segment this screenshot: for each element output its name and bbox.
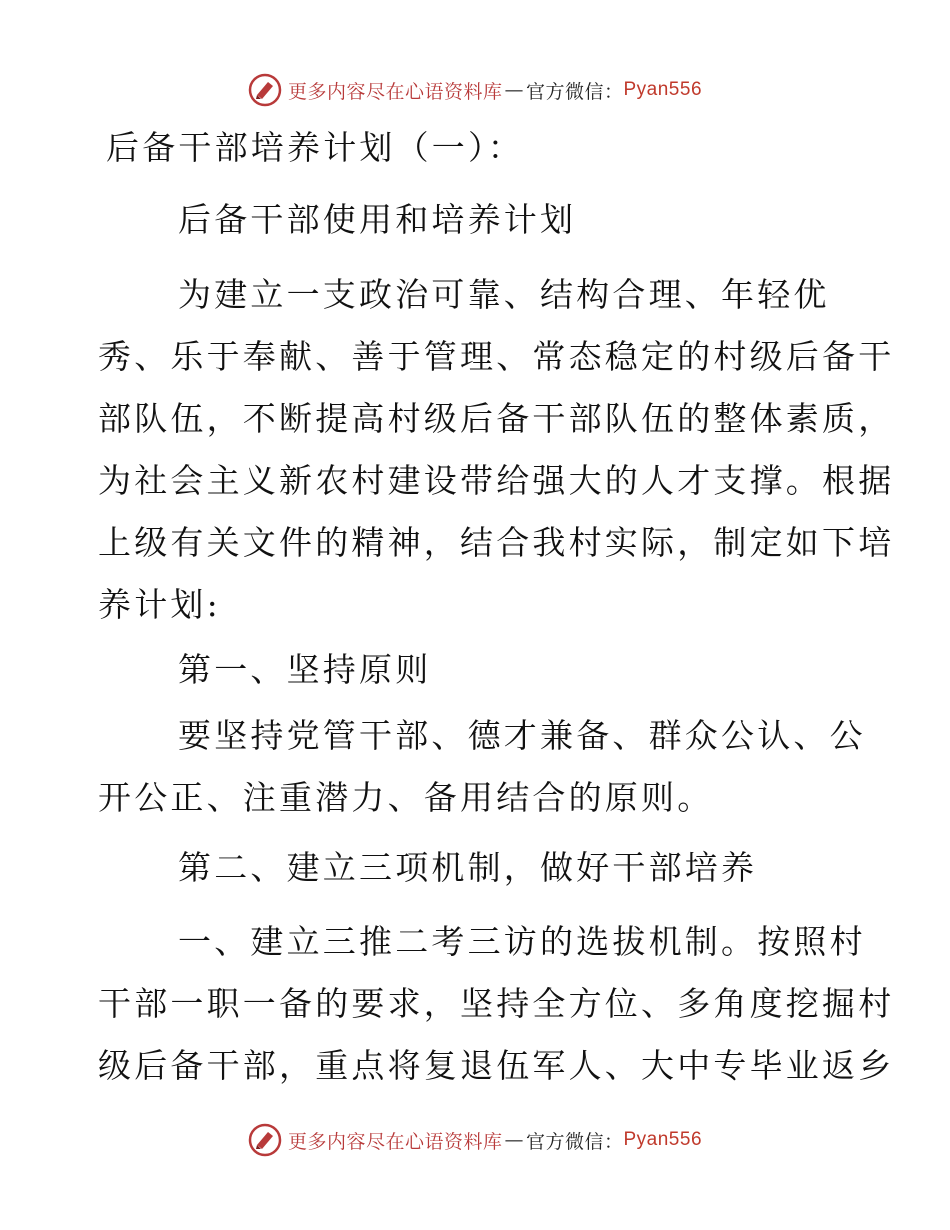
footer-watermark-banner	[0, 1120, 950, 1160]
document-subtitle: 后备干部使用和培养计划	[178, 200, 577, 239]
banner-separator: —	[504, 1129, 524, 1151]
paragraph-line: 要坚持党管干部、德才兼备、群众公认、公	[178, 716, 866, 755]
banner-label: 官方微信：	[525, 1130, 624, 1153]
paragraph-line: 为建立一支政治可靠、结构合理、年轻优	[178, 275, 830, 314]
banner-separator: —	[504, 79, 524, 101]
paragraph-line: 干部一职一备的要求，坚持全方位、多角度挖掘村	[98, 984, 895, 1023]
banner-wechat-id: Pyan556	[623, 1129, 703, 1150]
banner-label: 官方微信：	[525, 80, 624, 103]
banner-main-text: 更多内容尽在心语资料库	[287, 1130, 503, 1153]
paragraph-line: 养计划:	[98, 585, 221, 624]
pen-book-logo-icon	[248, 1123, 282, 1157]
document-title: 后备干部培养计划（一）：	[106, 128, 524, 167]
pen-book-logo-icon	[248, 73, 282, 107]
header-watermark-banner	[0, 70, 950, 110]
banner-wechat-id: Pyan556	[623, 79, 703, 100]
section-heading: 第二、建立三项机制，做好干部培养	[178, 848, 758, 887]
section-heading: 第一、坚持原则	[178, 650, 432, 689]
paragraph-line: 为社会主义新农村建设带给强大的人才支撑。根据	[98, 461, 895, 500]
banner-main-text: 更多内容尽在心语资料库	[287, 80, 503, 103]
paragraph-line: 一、建立三推二考三访的选拔机制。按照村	[178, 922, 866, 961]
paragraph-line: 秀、乐于奉献、善于管理、常态稳定的村级后备干	[98, 337, 895, 376]
paragraph-line: 上级有关文件的精神，结合我村实际，制定如下培	[98, 523, 895, 562]
paragraph-line: 部队伍，不断提高村级后备干部队伍的整体素质，	[98, 399, 895, 438]
paragraph-line: 级后备干部，重点将复退伍军人、大中专毕业返乡	[98, 1046, 895, 1085]
paragraph-line: 开公正、注重潜力、备用结合的原则。	[98, 778, 714, 817]
